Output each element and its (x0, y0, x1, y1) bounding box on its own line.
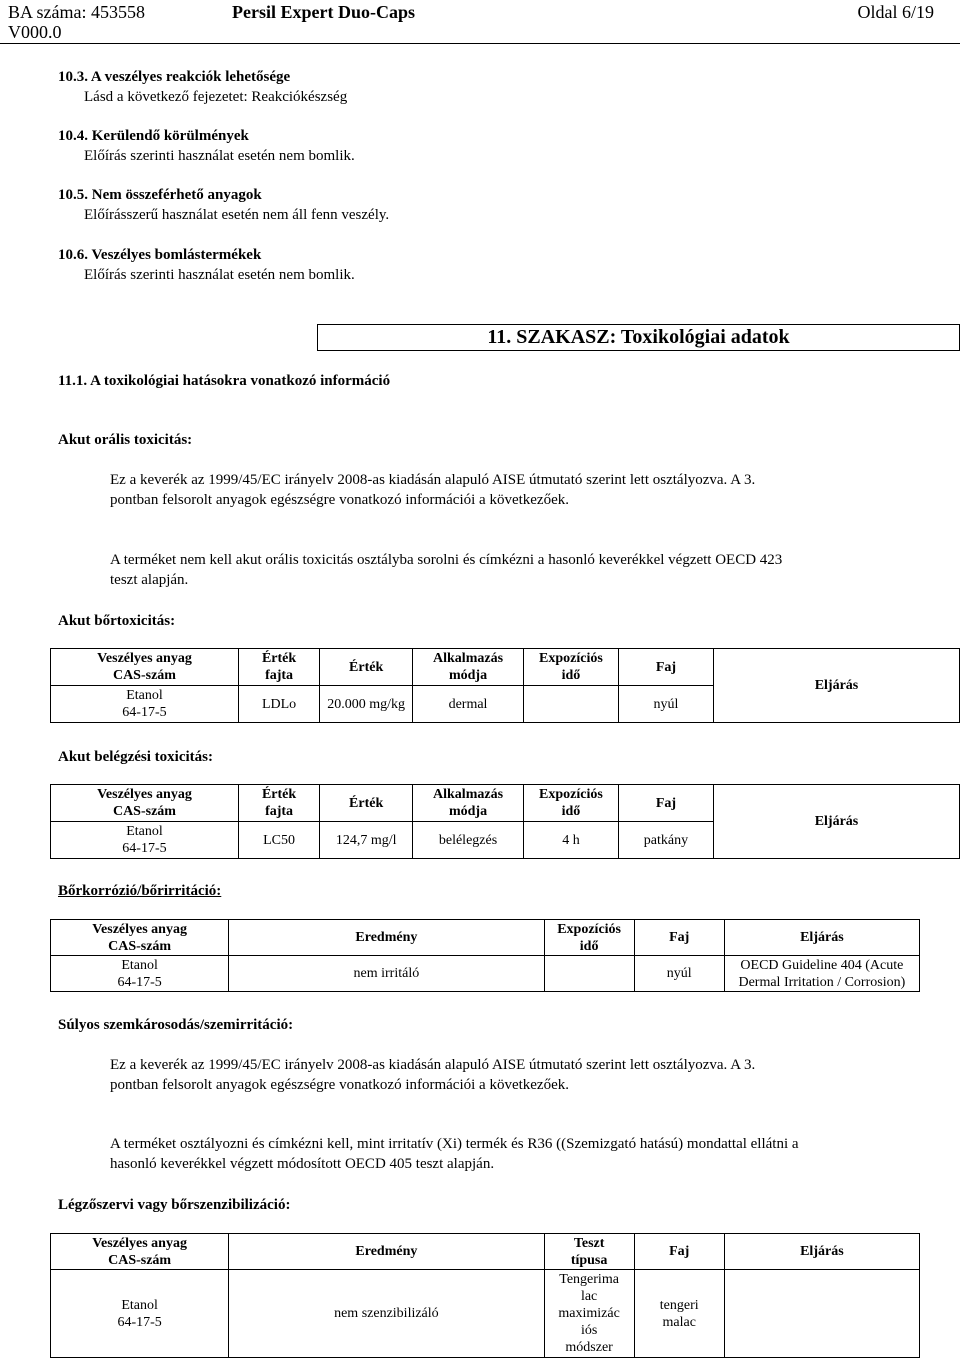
section-11-title: 11. SZAKASZ: Toxikológiai adatok (317, 324, 960, 351)
th-method: Eljárás (713, 649, 959, 723)
method-cell: OECD Guideline 404 (Acute Dermal Irritation / Corrosion) (724, 956, 919, 992)
text-10-3: Lásd a következő fejezetet: Reakciókészség (84, 89, 348, 105)
th-exposure: Expozíciós idő (523, 785, 618, 822)
oral-para1-line2: pontban felsorolt anyagok egészségre vonatkozó információi a következőek. (110, 492, 570, 508)
product-name: Persil Expert Duo-Caps (232, 2, 415, 22)
text-10-5: Előírásszerű használat esetén nem áll fenn veszély. (84, 207, 390, 223)
oral-para2-line1: A terméket nem kell akut orális toxicitás osztályba sorolni és címkézni a hasonló keverékkel végzett OECD 423 (110, 552, 783, 568)
th-substance: Veszélyes anyag CAS-szám (51, 920, 229, 956)
eye-para2-line2: hasonló keverékkel végzett módosított OECD 405 teszt alapján. (110, 1156, 495, 1172)
route-cell: belélegzés (413, 822, 524, 859)
eye-para1-line2: pontban felsorolt anyagok egészségre vonatkozó információi a következőek. (110, 1077, 570, 1093)
exposure-cell (544, 956, 634, 992)
result-cell: nem szenzibilizáló (229, 1270, 544, 1358)
method-cell (724, 1270, 919, 1358)
oral-para2-line2: teszt alapján. (110, 572, 189, 588)
th-value: Érték (320, 785, 413, 822)
value-type-cell: LDLo (238, 686, 319, 723)
header-divider (0, 43, 960, 44)
th-substance: Veszélyes anyag CAS-szám (51, 1234, 229, 1270)
eye-para2-line1: A terméket osztályozni és címkézni kell, mint irritatív (Xi) termék és R36 ((Szemizgató hatású) mondattal ellátni a (110, 1136, 799, 1152)
route-cell: dermal (413, 686, 524, 723)
exposure-cell (523, 686, 618, 723)
doc-number: BA száma: 453558 (8, 2, 145, 22)
th-species: Faj (634, 920, 724, 956)
th-method: Eljárás (724, 920, 919, 956)
heading-11-1: 11.1. A toxikológiai hatásokra vonatkozó információ (58, 373, 391, 389)
th-species: Faj (618, 649, 713, 686)
substance-cell: Etanol 64-17-5 (51, 822, 239, 859)
th-exposure: Expozíciós idő (544, 920, 634, 956)
inhalation-toxicity-table (50, 784, 960, 859)
heading-10-4: 10.4. Kerülendő körülmények (58, 128, 249, 144)
eye-irritation-title: Súlyos szemkárosodás/szemirritáció: (58, 1017, 294, 1033)
heading-10-6: 10.6. Veszélyes bomlástermékek (58, 247, 262, 263)
th-test-type: Teszt típusa (544, 1234, 634, 1270)
th-value-type: Érték fajta (238, 649, 319, 686)
heading-10-5: 10.5. Nem összeférhető anyagok (58, 187, 262, 203)
doc-version: V000.0 (8, 22, 62, 42)
th-species: Faj (634, 1234, 724, 1270)
species-cell: nyúl (618, 686, 713, 723)
oral-para1-line1: Ez a keverék az 1999/45/EC irányelv 2008-as kiadásán alapuló AISE útmutató szerint lett osztályozva. A 3. (110, 472, 756, 488)
page-number: Oldal 6/19 (857, 2, 934, 22)
inhalation-toxicity-title: Akut belégzési toxicitás: (58, 749, 213, 765)
eye-para1-line1: Ez a keverék az 1999/45/EC irányelv 2008-as kiadásán alapuló AISE útmutató szerint lett osztályozva. A 3. (110, 1057, 756, 1073)
th-exposure: Expozíciós idő (523, 649, 618, 686)
th-result: Eredmény (229, 1234, 544, 1270)
skin-irritation-table (50, 919, 920, 992)
text-10-6: Előírás szerinti használat esetén nem bomlik. (84, 267, 355, 283)
th-value-type: Érték fajta (238, 785, 319, 822)
th-substance: Veszélyes anyag CAS-szám (51, 785, 239, 822)
table-row (51, 1270, 920, 1358)
oral-toxicity-title: Akut orális toxicitás: (58, 432, 193, 448)
value-cell: 124,7 mg/l (320, 822, 413, 859)
exposure-cell: 4 h (523, 822, 618, 859)
sensitisation-title: Légzőszervi vagy bőrszenzibilizáció: (58, 1197, 291, 1213)
dermal-toxicity-table (50, 648, 960, 723)
result-cell: nem irritáló (229, 956, 544, 992)
test-type-cell: Tengerima lac maximizác iós módszer (544, 1270, 634, 1358)
th-value: Érték (320, 649, 413, 686)
species-cell: nyúl (634, 956, 724, 992)
skin-irritation-title: Bőrkorrózió/bőrirritáció: (58, 883, 222, 899)
th-result: Eredmény (229, 920, 544, 956)
dermal-toxicity-title: Akut bőrtoxicitás: (58, 613, 176, 629)
sensitisation-table (50, 1233, 920, 1358)
species-cell: patkány (618, 822, 713, 859)
heading-10-3: 10.3. A veszélyes reakciók lehetősége (58, 69, 291, 85)
value-type-cell: LC50 (238, 822, 319, 859)
th-substance: Veszélyes anyag CAS-szám (51, 649, 239, 686)
substance-cell: Etanol 64-17-5 (51, 1270, 229, 1358)
th-species: Faj (618, 785, 713, 822)
value-cell: 20.000 mg/kg (320, 686, 413, 723)
text-10-4: Előírás szerinti használat esetén nem bomlik. (84, 148, 355, 164)
substance-cell: Etanol 64-17-5 (51, 956, 229, 992)
th-route: Alkalmazás módja (413, 649, 524, 686)
th-route: Alkalmazás módja (413, 785, 524, 822)
page-header (0, 0, 960, 44)
substance-cell: Etanol 64-17-5 (51, 686, 239, 723)
th-method: Eljárás (713, 785, 959, 859)
species-cell: tengeri malac (634, 1270, 724, 1358)
table-row (51, 956, 920, 992)
th-method: Eljárás (724, 1234, 919, 1270)
